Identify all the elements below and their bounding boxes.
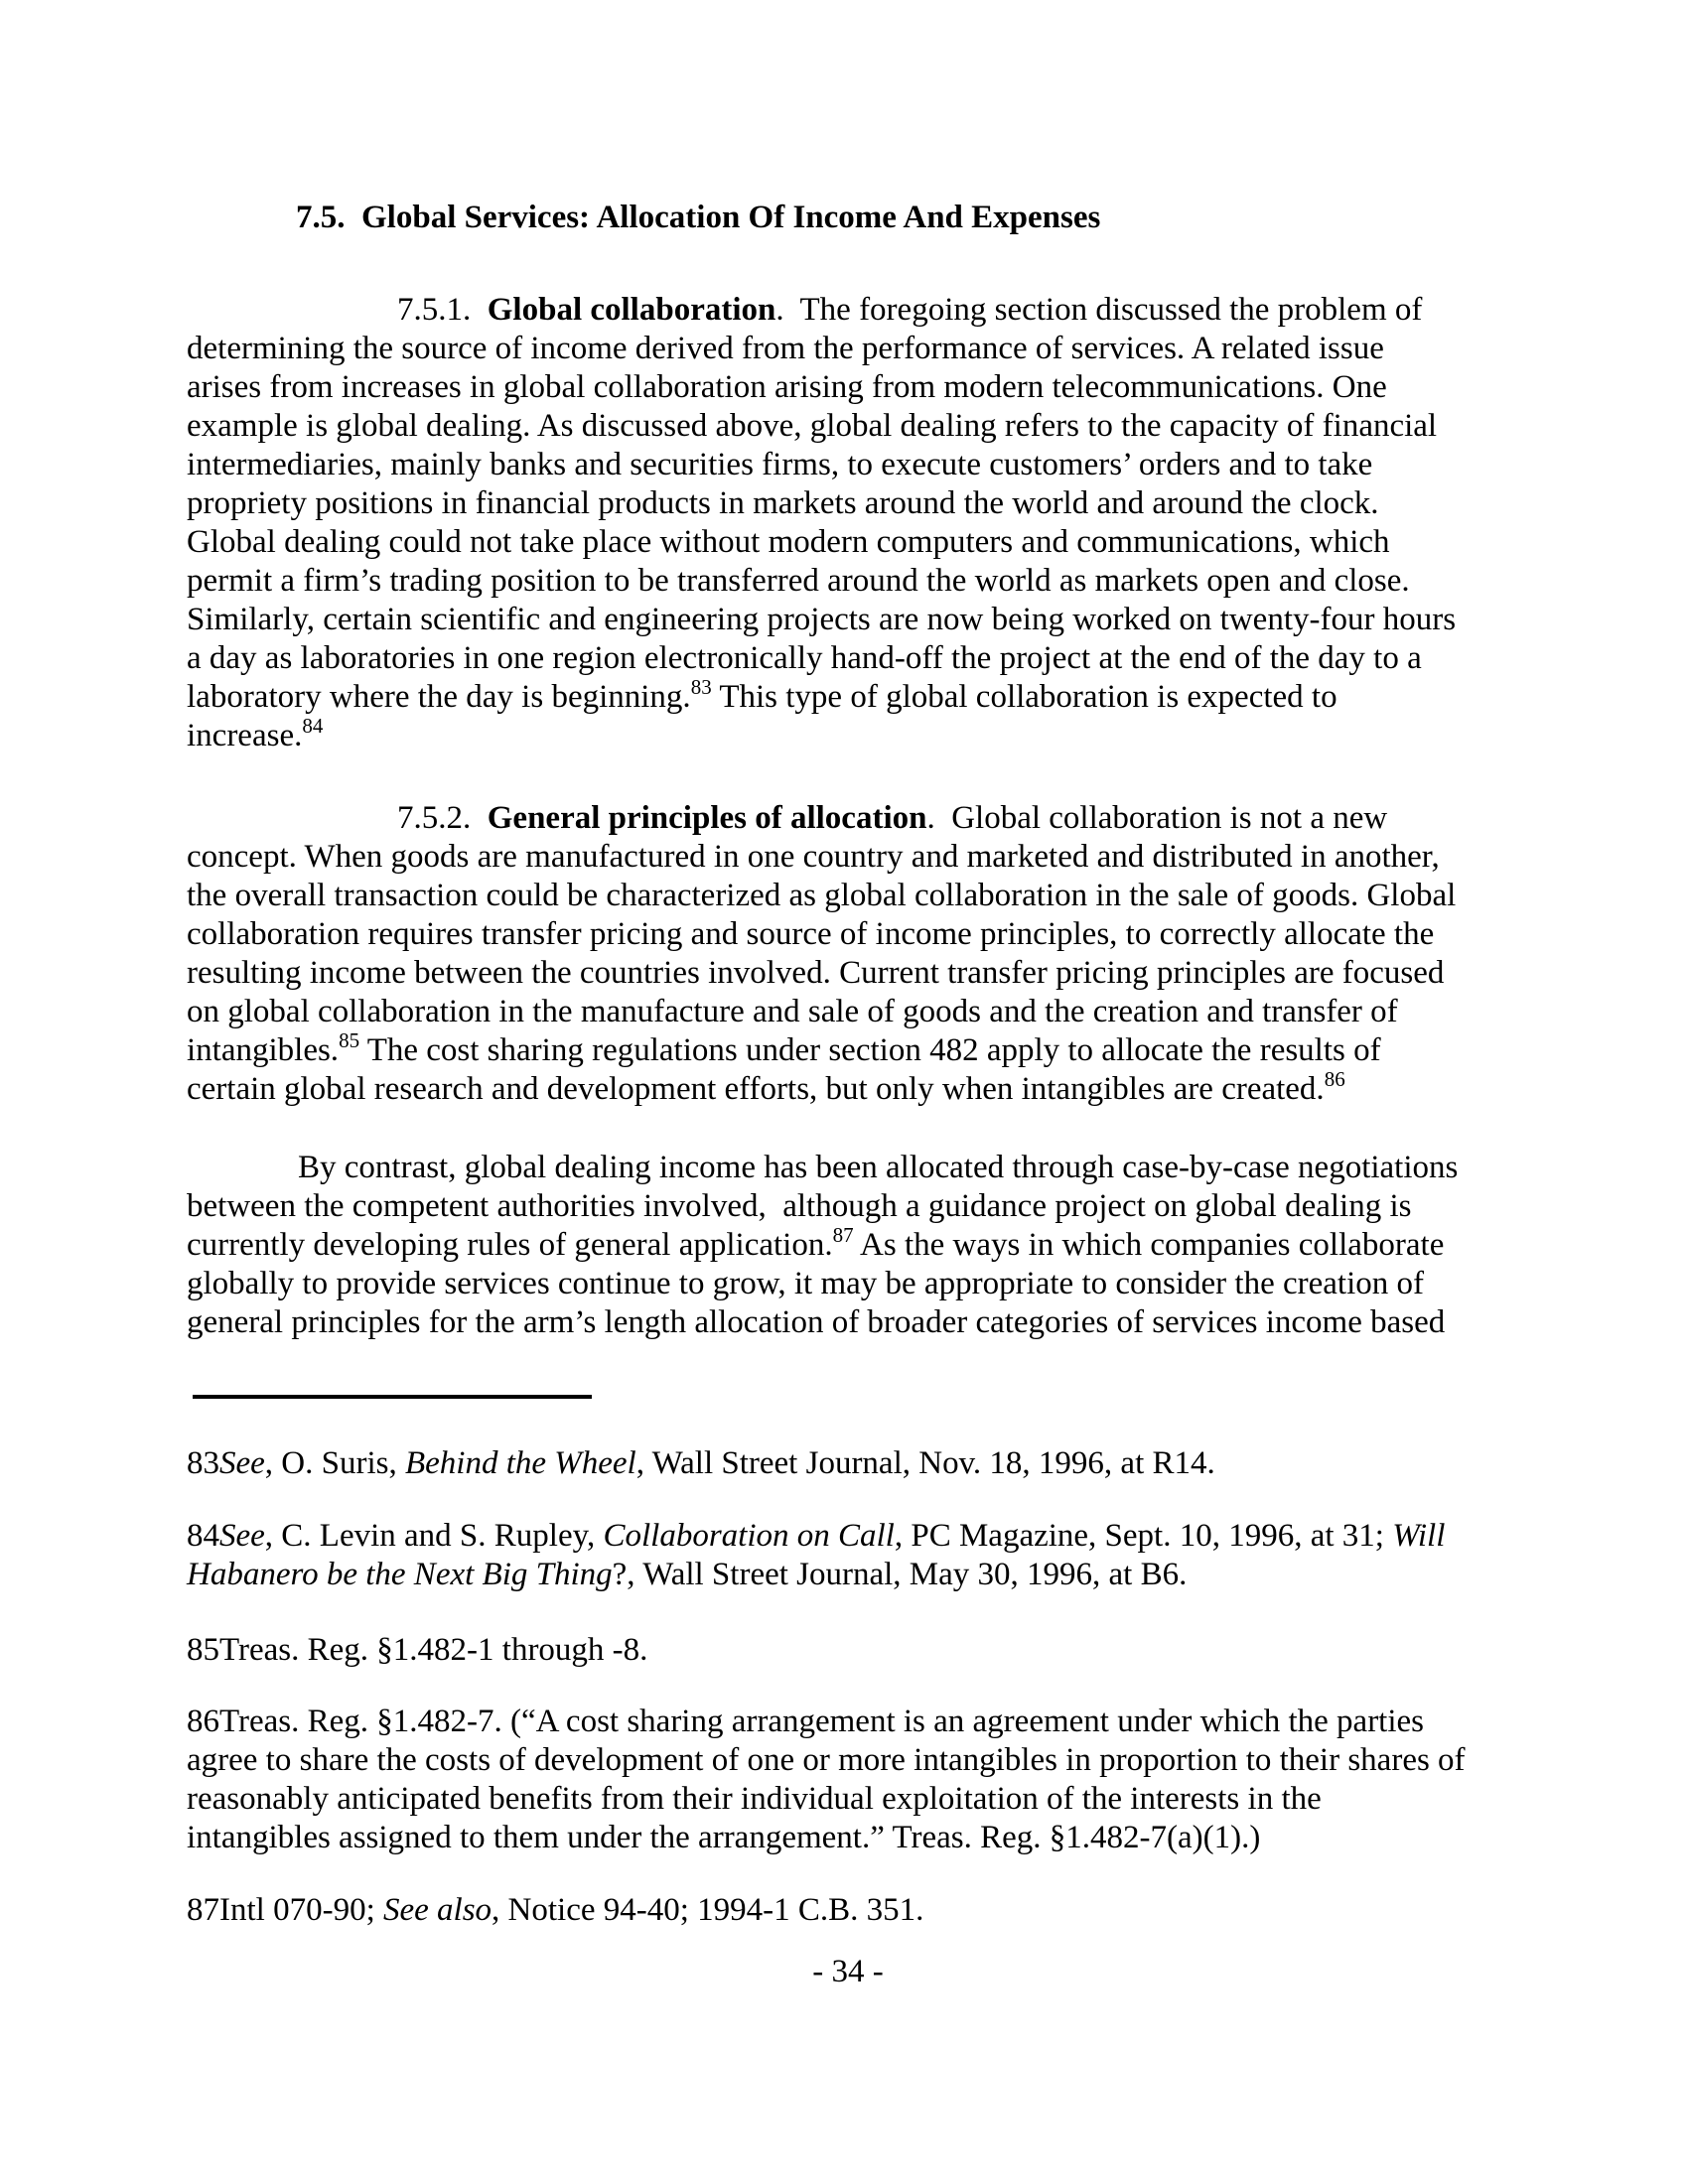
text-segment: resulting income between the countries involved. Current transfer pricing principles are focused: [187, 955, 1445, 991]
text-segment: General principles of allocation: [487, 800, 927, 836]
text-line: [187, 484, 1509, 523]
footnote-ref-87: 87: [832, 1223, 854, 1247]
text-line: [187, 330, 1509, 368]
text-segment: intangibles.: [187, 1032, 340, 1068]
text-line: [187, 838, 1509, 877]
text-segment: between the competent authorities involved, although a guidance project on global dealing is: [187, 1188, 1412, 1224]
text-line: [187, 1444, 1509, 1483]
document-content: [187, 199, 1509, 1991]
text-segment: Will: [1392, 1518, 1446, 1554]
footnote-separator: [193, 1395, 592, 1399]
text-segment: , Wall Street Journal, Nov. 18, 1996, at R14.: [635, 1445, 1215, 1481]
text-line: [187, 639, 1509, 678]
text-segment: Similarly, certain scientific and engineering projects are now being worked on twenty-four hours: [187, 602, 1457, 637]
text-line: [187, 1303, 1509, 1342]
section-heading: [187, 199, 1509, 237]
text-line: [187, 1265, 1509, 1303]
text-segment: 86Treas. Reg. §1.482-7. (“A cost sharing arrangement is an agreement under which the parties: [187, 1704, 1425, 1739]
text-segment: reasonably anticipated benefits from their individual exploitation of the interests in the: [187, 1781, 1322, 1817]
footnotes-block: [187, 1444, 1509, 1930]
text-segment: laboratory where the day is beginning.: [187, 679, 691, 715]
text-segment: 84: [187, 1518, 219, 1554]
text-segment: By contrast, global dealing income has been allocated through case-by-case negotiations: [298, 1150, 1459, 1185]
text-line: [187, 1703, 1509, 1741]
text-line: [187, 877, 1509, 915]
text-segment: 7.5. Global Services: Allocation Of Income And Expenses: [296, 200, 1101, 235]
text-line: [187, 1028, 1509, 1070]
text-segment: Global collaboration: [487, 292, 776, 328]
text-line: [187, 954, 1509, 993]
text-segment: a day as laboratories in one region electronically hand-off the project at the end of the day to a: [187, 640, 1422, 676]
footnote-ref-83: 83: [690, 675, 712, 699]
footnote-83: [187, 1444, 1509, 1483]
text-segment: intangibles assigned to them under the arrangement.” Treas. Reg. §1.482-7(a)(1).): [187, 1820, 1261, 1855]
text-segment: propriety positions in financial products in markets around the world and around the clock.: [187, 485, 1379, 521]
text-line: [187, 1067, 1509, 1109]
text-line: [296, 199, 1509, 237]
text-segment: This type of global collaboration is expected to: [711, 679, 1337, 715]
text-segment: increase.: [187, 718, 303, 753]
text-segment: , PC Magazine, Sept. 10, 1996, at 31;: [894, 1518, 1393, 1554]
text-segment: See: [219, 1518, 265, 1554]
text-segment: on global collaboration in the manufacture and sale of goods and the creation and transfer of: [187, 994, 1398, 1029]
text-line: [187, 1780, 1509, 1819]
text-segment: , Notice 94-40; 1994-1 C.B. 351.: [492, 1892, 924, 1928]
text-segment: 87Intl 070-90;: [187, 1892, 383, 1928]
text-segment: collaboration requires transfer pricing and source of income principles, to correctly allocate the: [187, 916, 1435, 952]
text-line: [187, 1741, 1509, 1780]
text-segment: currently developing rules of general application.: [187, 1227, 833, 1263]
text-segment: Behind the Wheel: [404, 1445, 636, 1481]
text-line: [187, 1223, 1509, 1265]
text-segment: See: [219, 1445, 265, 1481]
text-segment: See also: [382, 1892, 492, 1928]
paragraph-7-5-2: [187, 799, 1509, 1109]
text-segment: , C. Levin and S. Rupley,: [264, 1518, 604, 1554]
text-segment: concept. When goods are manufactured in one country and marketed and distributed in another,: [187, 839, 1440, 875]
text-segment: 83: [187, 1445, 219, 1481]
text-line: [187, 368, 1509, 407]
footnote-86: [187, 1703, 1509, 1857]
text-segment: permit a firm’s trading position to be transferred around the world as markets open and close.: [187, 563, 1410, 599]
paragraph-7-5-1: [187, 291, 1509, 755]
page-number: - 34 -: [812, 1954, 884, 1989]
text-segment: agree to share the costs of development of one or more intangibles in proportion to their shares of: [187, 1742, 1466, 1778]
text-segment: globally to provide services continue to grow, it may be appropriate to consider the creation of: [187, 1266, 1424, 1301]
text-line: [187, 1556, 1509, 1594]
text-segment: Collaboration on Call: [603, 1518, 895, 1554]
text-line: [187, 562, 1509, 601]
text-line: [187, 993, 1509, 1031]
text-segment: determining the source of income derived from the performance of services. A related issue: [187, 331, 1384, 366]
text-segment: certain global research and development efforts, but only when intangibles are created.: [187, 1071, 1325, 1107]
text-segment: Habanero be the Next Big Thing: [187, 1557, 613, 1592]
text-line: [187, 601, 1509, 639]
footnote-ref-84: 84: [302, 714, 324, 738]
body-paragraphs: [187, 199, 1509, 1342]
footnote-ref-85: 85: [339, 1028, 360, 1052]
text-segment: example is global dealing. As discussed above, global dealing refers to the capacity of financial: [187, 408, 1438, 444]
text-line: [187, 1517, 1509, 1556]
text-line: [187, 1819, 1509, 1857]
paragraph-by-contrast: [187, 1149, 1509, 1342]
footnote-85: [187, 1631, 1509, 1670]
text-line: [187, 1631, 1509, 1670]
text-segment: intermediaries, mainly banks and securities firms, to execute customers’ orders and to take: [187, 447, 1373, 482]
text-line: [187, 714, 1509, 755]
text-line: [187, 291, 1509, 330]
text-segment: 85Treas. Reg. §1.482-1 through -8.: [187, 1632, 648, 1668]
text-line: [187, 407, 1509, 446]
text-line: [187, 675, 1509, 717]
text-line: [187, 1149, 1509, 1187]
text-segment: the overall transaction could be characterized as global collaboration in the sale of goods. Global: [187, 878, 1457, 913]
text-line: [187, 915, 1509, 954]
text-line: [187, 799, 1509, 838]
text-line: [187, 1891, 1509, 1930]
text-line: [187, 1187, 1509, 1226]
text-segment: , O. Suris,: [264, 1445, 405, 1481]
footnote-87: [187, 1891, 1509, 1930]
text-segment: As the ways in which companies collaborate: [853, 1227, 1445, 1263]
footnote-84: [187, 1517, 1509, 1594]
text-segment: 7.5.2.: [397, 800, 488, 836]
footnote-ref-86: 86: [1324, 1067, 1345, 1091]
text-segment: arises from increases in global collaboration arising from modern telecommunications. One: [187, 369, 1387, 405]
text-segment: . Global collaboration is not a new: [926, 800, 1388, 836]
text-segment: 7.5.1.: [397, 292, 488, 328]
text-segment: general principles for the arm’s length allocation of broader categories of services income based: [187, 1304, 1446, 1340]
text-segment: Global dealing could not take place without modern computers and communications, which: [187, 524, 1390, 560]
text-segment: The cost sharing regulations under section 482 apply to allocate the results of: [359, 1032, 1381, 1068]
text-line: [187, 446, 1509, 484]
text-line: [187, 523, 1509, 562]
text-segment: ?, Wall Street Journal, May 30, 1996, at B6.: [612, 1557, 1188, 1592]
text-segment: . The foregoing section discussed the problem of: [775, 292, 1423, 328]
